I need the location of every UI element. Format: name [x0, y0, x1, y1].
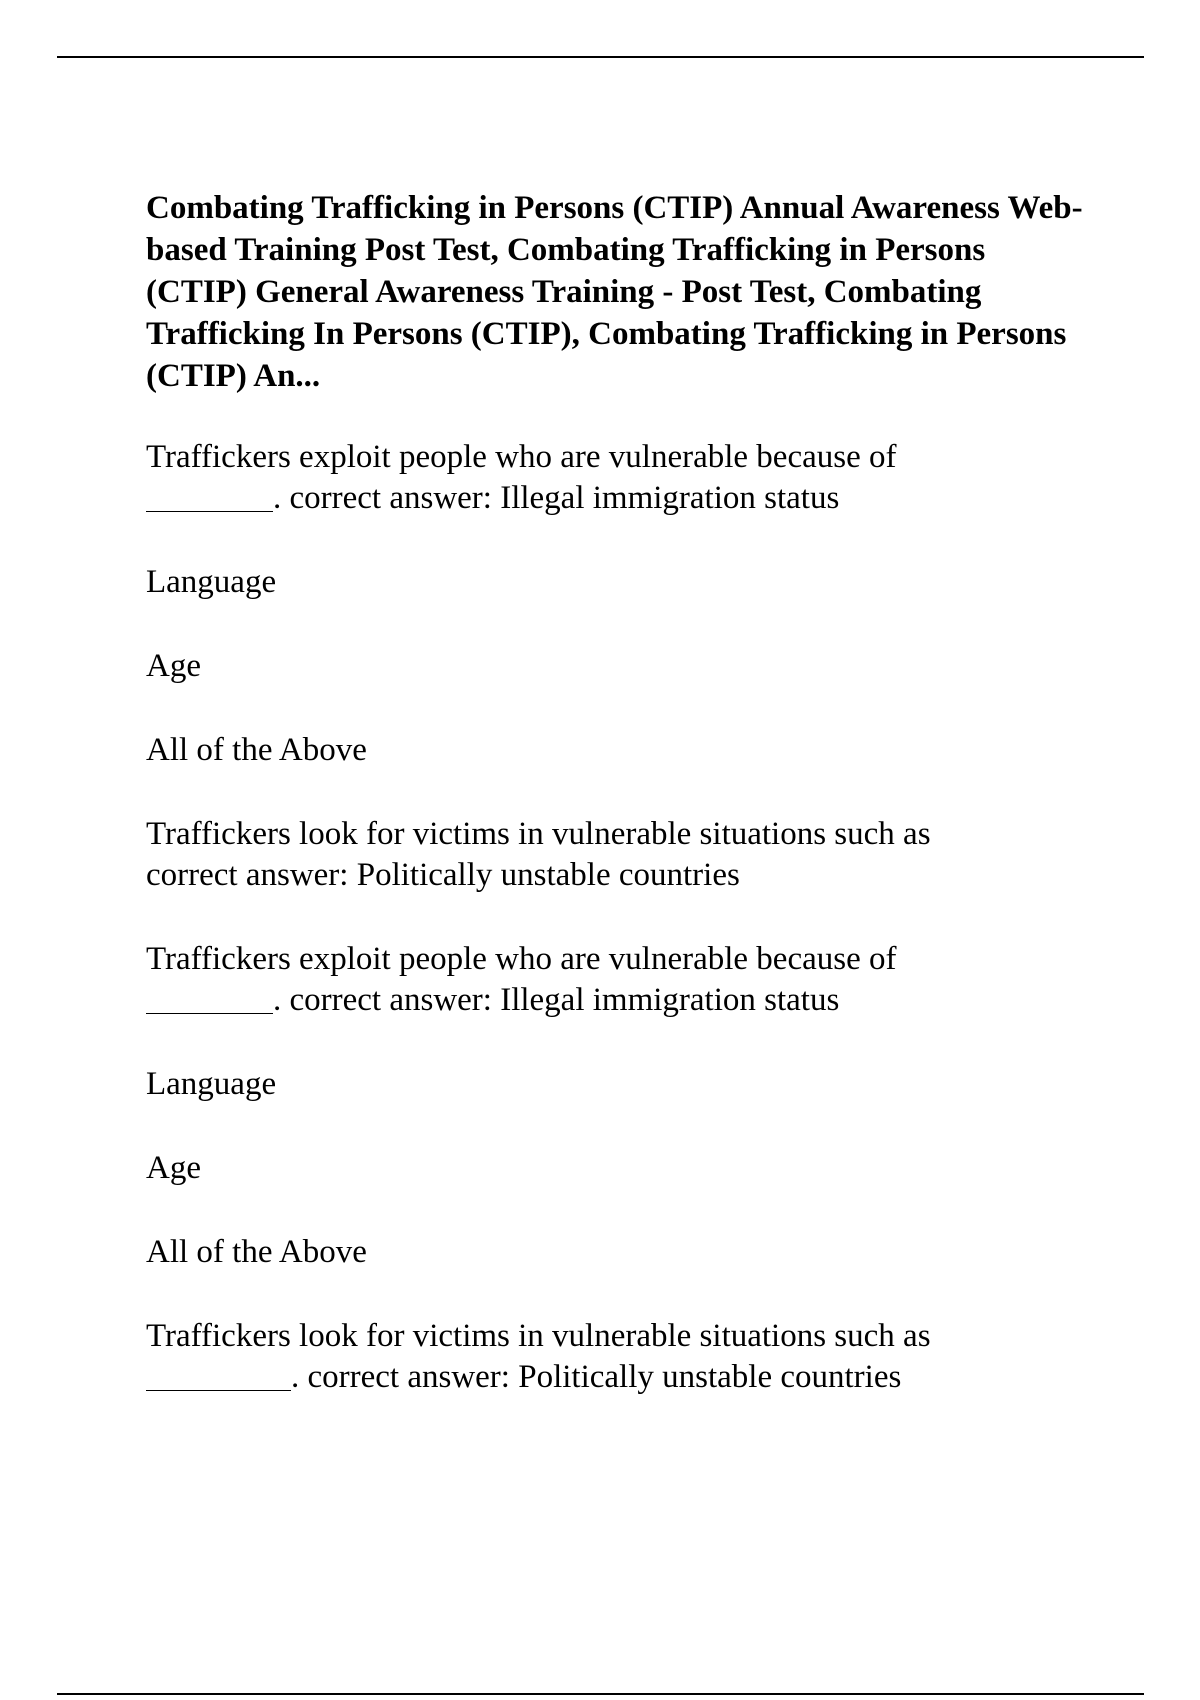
question-text: Traffickers look for victims in vulnerable situations such as — [146, 816, 931, 852]
answer-text: . correct answer: Politically unstable countries — [291, 1359, 902, 1395]
question-text: Traffickers exploit people who are vulnerable because of — [146, 439, 897, 475]
document-title: Combating Trafficking in Persons (CTIP) Annual Awareness Web-based Training Post Test, Combating Trafficking in Persons (CTIP) General Awareness Training - Post Test, Combating Trafficking In Persons (CTIP), Combating Trafficking in Persons (CTIP) An... — [146, 190, 1083, 394]
question-text: Traffickers look for victims in vulnerable situations such as — [146, 1318, 931, 1354]
answer-text: correct answer: Politically unstable countries — [146, 857, 740, 893]
question-2 — [146, 814, 1086, 896]
answer-text: . correct answer: Illegal immigration status — [273, 982, 840, 1018]
question-text: Traffickers exploit people who are vulnerable because of — [146, 941, 897, 977]
option-all-of-the-above: All of the Above — [146, 732, 367, 768]
top-rule — [57, 56, 1144, 58]
question-3 — [146, 939, 1086, 1021]
option-language: Language — [146, 564, 277, 600]
option-age: Age — [146, 648, 201, 684]
bottom-rule — [57, 1693, 1144, 1695]
question-1 — [146, 437, 1086, 519]
answer-blank — [146, 1357, 291, 1391]
answer-blank — [146, 478, 273, 512]
option-age: Age — [146, 1150, 201, 1186]
answer-blank — [146, 980, 273, 1014]
question-4 — [146, 1316, 1086, 1398]
option-language: Language — [146, 1066, 277, 1102]
answer-text: . correct answer: Illegal immigration status — [273, 480, 840, 516]
document-body — [146, 187, 1086, 1441]
option-all-of-the-above: All of the Above — [146, 1234, 367, 1270]
